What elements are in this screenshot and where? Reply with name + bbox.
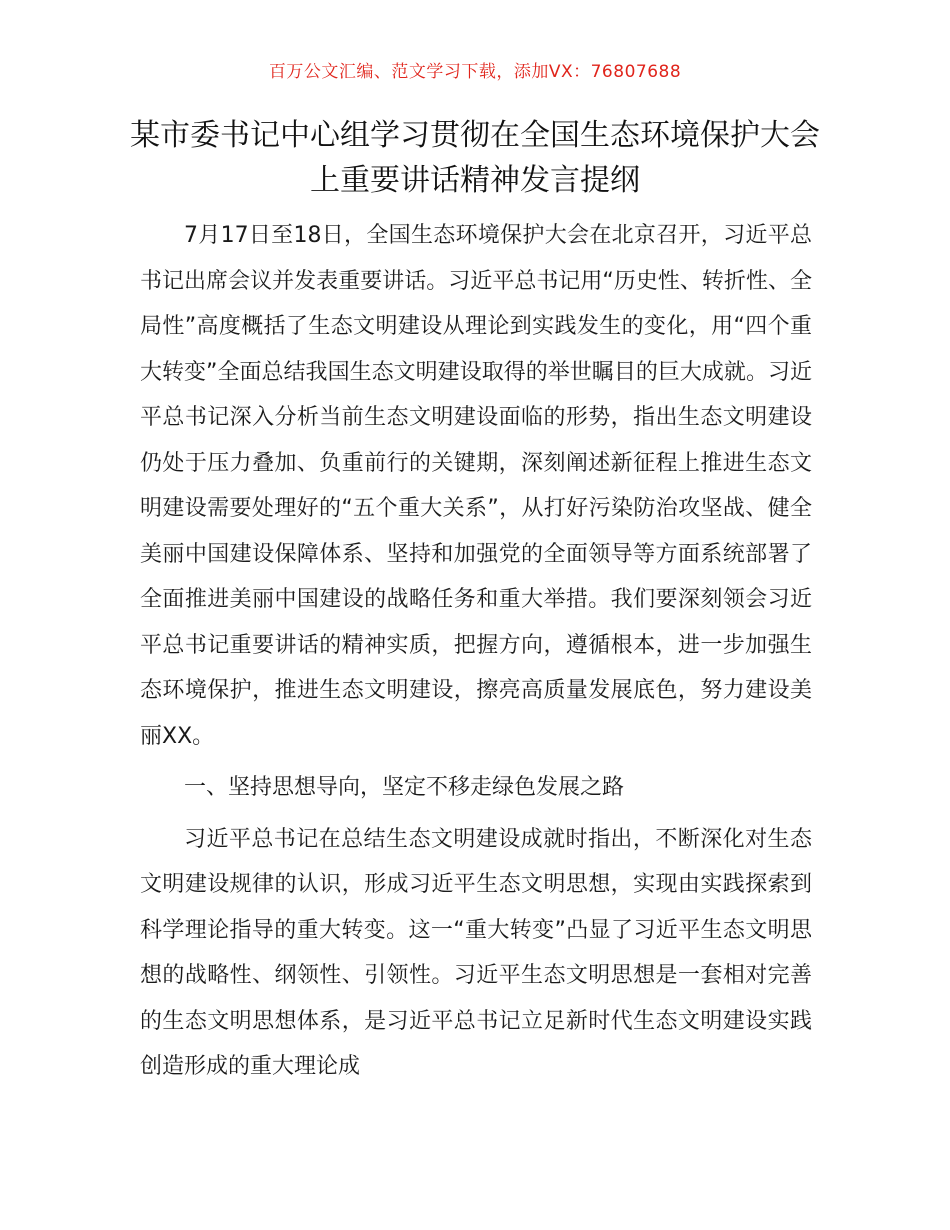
document-body	[140, 213, 812, 1090]
document-title: 某市委书记中心组学习贯彻在全国生态环境保护大会上重要讲话精神发言提纲	[130, 118, 820, 198]
header-download-note: 百万公文汇编、范文学习下载，添加VX：76807688	[268, 62, 682, 82]
section-1-paragraph: 习近平总书记在总结生态文明建设成就时指出，不断深化对生态文明建设规律的认识，形成习近平生态文明思想，实现由实践探索到科学理论指导的重大转变。这一“重大转变”凸显了习近平生态文明思想的战略性、纲领性、引领性。习近平生态文明思想是一套相对完善的生态文明思想体系，是习近平总书记立足新时代生态文明建设实践创造形成的重大理论成	[140, 826, 812, 1079]
section-heading-1: 一、坚持思想导向，坚定不移走绿色发展之路	[184, 775, 625, 800]
intro-paragraph: 7月17日至18日，全国生态环境保护大会在北京召开，习近平总书记出席会议并发表重要讲话。习近平总书记用“历史性、转折性、全局性”高度概括了生态文明建设从理论到实践发生的变化，用“四个重大转变”全面总结我国生态文明建设取得的举世瞩目的巨大成就。习近平总书记深入分析当前生态文明建设面临的形势，指出生态文明建设仍处于压力叠加、负重前行的关键期，深刻阐述新征程上推进生态文明建设需要处理好的“五个重大关系”，从打好污染防治攻坚战、健全美丽中国建设保障体系、坚持和加强党的全面领导等方面系统部署了全面推进美丽中国建设的战略任务和重大举措。我们要深刻领会习近平总书记重要讲话的精神实质，把握方向，遵循根本，进一步加强生态环境保护，推进生态文明建设，擦亮高质量发展底色，努力建设美丽XX。	[140, 223, 812, 749]
